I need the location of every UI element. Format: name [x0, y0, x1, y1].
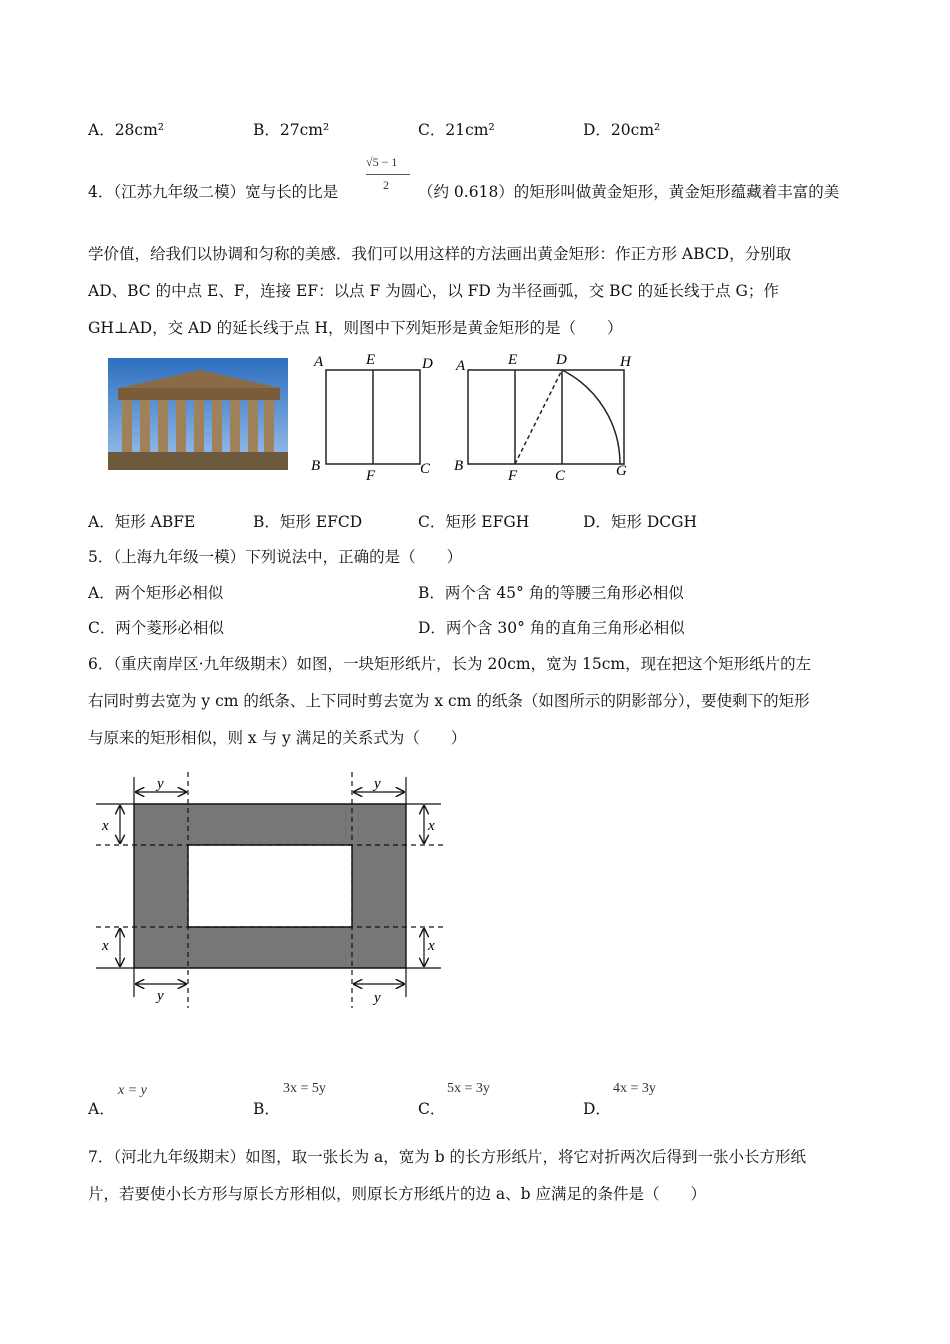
q6-figure [96, 772, 446, 1008]
q5-option-d: D．两个含 30° 角的直角三角形必相似 [418, 619, 685, 637]
q7-line1: 7．（河北九年级期末）如图，取一张长为 a，宽为 b 的长方形纸片，将它对折两次后得到一张小长方形纸 [88, 1148, 807, 1166]
q3-option-a: A．28cm² [88, 121, 165, 139]
q6-option-c-formula: 5x = 3y [447, 1081, 490, 1096]
label-h2: H [620, 354, 631, 370]
shaded-strips [134, 804, 406, 968]
q3-option-b: B．27cm² [253, 121, 330, 139]
label-d2: D [556, 352, 567, 368]
q5-option-a: A．两个矩形必相似 [88, 584, 224, 602]
arc-dg [562, 370, 620, 464]
fig6-x-top-left: x [102, 818, 109, 834]
q6-line1: 6．（重庆南岸区·九年级期末）如图，一块矩形纸片，长为 20cm，宽为 15cm，现在把这个矩形纸片的左 [88, 655, 812, 673]
q5-option-b: B．两个含 45° 角的等腰三角形必相似 [418, 584, 684, 602]
q4-line1 [88, 180, 338, 202]
q4-tail: （约 0.618）的矩形叫做黄金矩形，黄金矩形蕴藏着丰富的美 [418, 183, 840, 201]
label-c1: C [420, 461, 431, 477]
fig6-y-bottom-left: y [157, 988, 164, 1004]
q4-figure [100, 348, 645, 488]
q7-line2: 片，若要使小长方形与原长方形相似，则原长方形纸片的边 a、b 应满足的条件是（ ） [88, 1185, 707, 1203]
q6-option-b-formula: 3x = 5y [283, 1081, 326, 1096]
q6-option-a-letter: A． [88, 1100, 115, 1118]
label-b2: B [454, 458, 464, 474]
q5-stem: 5．（上海九年级一模）下列说法中，正确的是（ ） [88, 548, 463, 566]
label-g2: G [616, 463, 627, 479]
q4-lead: （江苏九年级二模）宽与长的比是 [113, 183, 339, 201]
q3-option-c: C．21cm² [418, 121, 495, 139]
q4-line3: AD、BC 的中点 E、F，连接 EF：以点 F 为圆心，以 FD 为半径画弧，交 BC 的延长线于点 G；作 [88, 282, 779, 300]
q6-option-b-letter: B． [253, 1100, 280, 1118]
q6-option-d-letter: D． [583, 1100, 611, 1118]
q4-option-c: C．矩形 EFGH [418, 513, 530, 531]
parthenon-photo [108, 358, 288, 470]
q6-option-a-formula: x = y [118, 1083, 147, 1098]
q4-option-b: B．矩形 EFCD [253, 513, 363, 531]
label-f1: F [366, 468, 376, 484]
label-e2: E [508, 352, 518, 368]
q4-line2: 学价值，给我们以协调和匀称的美感．我们可以用这样的方法画出黄金矩形：作正方形 ABCD，分别取 [88, 245, 792, 263]
label-e1: E [366, 352, 376, 368]
q6-line3: 与原来的矩形相似，则 x 与 y 满足的关系式为（ ） [88, 729, 467, 747]
q4-frac-bar [366, 174, 410, 175]
q4-option-a: A．矩形 ABFE [88, 513, 196, 531]
fig6-x-top-right: x [428, 818, 435, 834]
q4-number: 4． [88, 183, 114, 201]
q3-option-d: D．20cm² [583, 121, 661, 139]
label-c2: C [555, 468, 566, 484]
fig6-y-bottom-right: y [374, 990, 381, 1006]
q4-line4: GH⊥AD，交 AD 的延长线于点 H，则图中下列矩形是黄金矩形的是（ ） [88, 319, 623, 337]
fig6-x-bottom-left: x [102, 938, 109, 954]
q5-option-c: C．两个菱形必相似 [88, 619, 224, 637]
q4-option-d: D．矩形 DCGH [583, 513, 698, 531]
label-a1: A [314, 354, 324, 370]
q6-option-d-formula: 4x = 3y [613, 1081, 656, 1096]
q4-frac-numerator: √5 − 1 [366, 155, 398, 169]
label-b1: B [311, 458, 321, 474]
label-a2: A [456, 358, 466, 374]
segment-fd-dashed [515, 370, 562, 464]
rect-abgh [468, 370, 624, 464]
q6-line2: 右同时剪去宽为 y cm 的纸条、上下同时剪去宽为 x cm 的纸条（如图所示的阴影部分），要使剩下的矩形 [88, 692, 810, 710]
fig6-y-top-right: y [374, 776, 381, 792]
label-d1: D [422, 356, 433, 372]
q6-option-c-letter: C． [418, 1100, 446, 1118]
label-f2: F [508, 468, 518, 484]
fig6-x-bottom-right: x [428, 938, 435, 954]
q4-frac-denominator: 2 [383, 178, 389, 192]
fig6-y-top-left: y [157, 776, 164, 792]
